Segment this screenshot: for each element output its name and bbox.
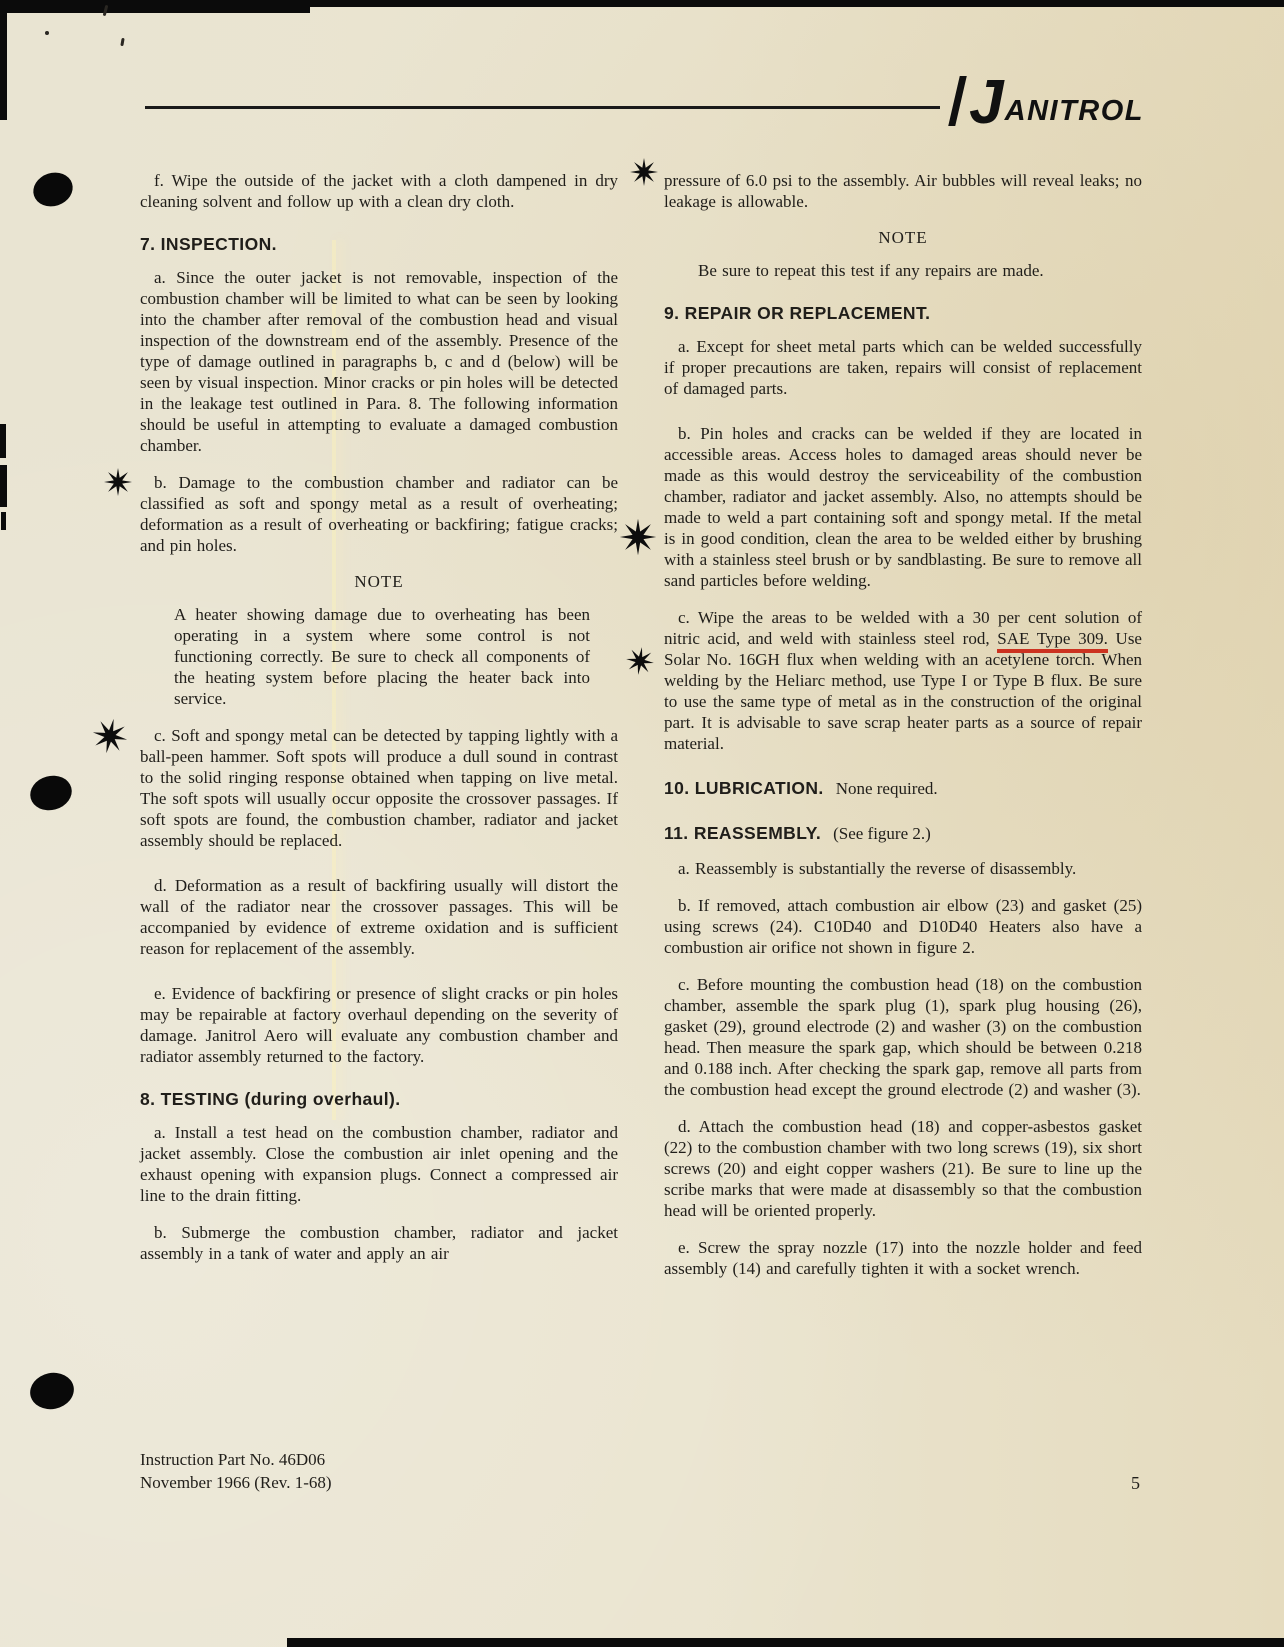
heading-9-repair: 9. REPAIR OR REPLACEMENT. [664, 303, 931, 323]
header-rule [145, 106, 940, 109]
scan-edge-left-mark [0, 465, 7, 507]
revision-asterisk-icon [104, 468, 132, 496]
logo-initial: J [969, 68, 1004, 137]
heading-8-testing: 8. TESTING (during overhaul). [140, 1089, 401, 1109]
para-9c-before: c. Wipe the areas to be welded with a 30 per cent solution of nitric acid, and weld with stainless steel rod, [664, 608, 1142, 648]
revision-date: November 1966 (Rev. 1-68) [140, 1473, 332, 1492]
para-9c [664, 607, 1142, 754]
para-11c: c. Before mounting the combustion head (18) on the combustion chamber, assemble the spark plug (1), spark plug housing (26), gasket (29), ground electrode (2) and washer (3) on the combustion head. Then measure the spark gap, which should be between 0.218 and 0.188 inch. After checking the spark gap, remove all parts from the combustion head except the ground electrode (2) and washer (3). [664, 975, 1142, 1099]
para-7a: a. Since the outer jacket is not removable, inspection of the combustion chamber will be limited to what can be seen by looking into the chamber after removal of the combustion head and visual inspection of the downstream end of the assembly. Presence of the type of damage outlined in paragraphs b, c and d (below) will be seen by visual inspection. Minor cracks or pin holes will be detected in the leakage test outlined in Para. 8. The following information should be useful in attempting to evaluate a damaged combustion chamber. [140, 268, 618, 455]
para-7d: d. Deformation as a result of backfiring usually will distort the wall of the radiator near the crossover passages. This will be accompanied by evidence of extreme oxidation and is sufficient reason for replacement of the assembly. [140, 876, 618, 958]
right-column [664, 170, 1142, 1295]
scan-edge-bottom [287, 1638, 1284, 1647]
page-body [140, 170, 1142, 1295]
revision-asterisk-icon [620, 519, 656, 555]
revision-asterisk-icon [624, 645, 656, 677]
para-7c-text: c. Soft and spongy metal can be detected by tapping lightly with a ball-peen hammer. Soft spots will produce a dull sound in contrast to the solid ringing response obtained when tapping on live metal. The soft spots will usually occur opposite the crossover passages. If soft spots are found, the combustion chamber, radiator and jacket assembly should be replaced. [140, 726, 618, 850]
para-11d: d. Attach the combustion head (18) and copper-asbestos gasket (22) to the combustion chamber with two long screws (19), six short screws (20) and eight copper washers (21). Be sure to line up the scribe marks that were made at disassembly so that the combustion head will be oriented properly. [664, 1117, 1142, 1220]
page-footer [140, 1448, 1140, 1494]
para-9c-after: Use Solar No. 16GH flux when welding with an acetylene torch. When welding by the Heliarc method, use Type I or Type B flux. Be sure to use the same type of metal as in the construction of the original part. It is advisable to save scrap heater parts as a source of repair material. [664, 629, 1142, 753]
logo-wordmark: ANITROL [1004, 95, 1144, 127]
left-column [140, 170, 618, 1295]
scan-speck [45, 31, 49, 35]
revision-asterisk-icon [89, 715, 131, 757]
para-11b: b. If removed, attach combustion air elbow (23) and gasket (25) using screws (24). C10D40 and D10D40 Heaters also have a combustion air orifice not shown in figure 2. [664, 896, 1142, 957]
revision-asterisk-icon [630, 158, 658, 186]
para-7e: e. Evidence of backfiring or presence of slight cracks or pin holes may be repairable at factory overhaul depending on the severity of damage. Janitrol Aero will evaluate any combustion chamber and radiator assembly returned to the factory. [140, 984, 618, 1066]
scan-edge-left [0, 0, 7, 120]
note-label: NOTE [354, 572, 404, 591]
heading-10-lubrication [664, 778, 1142, 799]
scan-speck [120, 38, 124, 46]
heading-11-label: 11. REASSEMBLY. [664, 823, 822, 843]
para-8a: a. Install a test head on the combustion chamber, radiator and jacket assembly. Close the combustion air inlet opening and the exhaust opening with expansion plugs. Connect a compressed air line to the drain fitting. [140, 1123, 618, 1205]
note-label: NOTE [878, 228, 928, 247]
para-8b: b. Submerge the combustion chamber, radiator and jacket assembly in a tank of water and apply an air [140, 1223, 618, 1263]
para-6f: f. Wipe the outside of the jacket with a cloth dampened in dry cleaning solvent and follow up with a clean dry cloth. [140, 171, 618, 211]
note-text: Be sure to repeat this test if any repairs are made. [698, 261, 1044, 280]
para-11e: e. Screw the spray nozzle (17) into the nozzle holder and feed assembly (14) and carefully tighten it with a socket wrench. [664, 1238, 1142, 1278]
para-9a: a. Except for sheet metal parts which can be welded successfully if proper precautions are taken, repairs will consist of replacement of damaged parts. [664, 337, 1142, 398]
punch-hole [26, 771, 75, 815]
page-header [145, 68, 1144, 137]
para-9b [664, 423, 1142, 591]
footer-imprint [140, 1448, 332, 1494]
scan-edge-top-left [0, 0, 310, 13]
heading-10-label: 10. LUBRICATION. [664, 778, 824, 798]
note-text: A heater showing damage due to overheating has been operating in a system where some control is not functioning correctly. Be sure to check all components of the heating system before placing the heater back into service. [174, 605, 590, 708]
instruction-part-no: Instruction Part No. 46D06 [140, 1450, 326, 1469]
heading-11-reassembly [664, 823, 1142, 844]
janitrol-logo [954, 68, 1144, 137]
heading-10-text: None required. [835, 779, 938, 798]
heading-11-text: (See figure 2.) [833, 824, 931, 843]
scan-edge-left-mark [1, 512, 6, 530]
punch-hole [27, 1369, 78, 1413]
para-7b-text: b. Damage to the combustion chamber and radiator can be classified as soft and spongy metal as a result of overheating; deformation as a result of overheating or backfiring; fatigue cracks; and pin holes. [140, 473, 618, 555]
para-8b-continued [664, 170, 1142, 212]
heading-7-inspection: 7. INSPECTION. [140, 234, 277, 254]
para-9b-text: b. Pin holes and cracks can be welded if they are located in accessible areas. Access holes to damaged areas should never be made as this would destroy the serviceability of the combustion chamber, radiator and jacket assembly. Also, no attempts should be made to weld a part containing soft and spongy metal. If the metal is in good condition, clean the area to be welded either by brushing with a stainless steel brush or by sandblasting. Be sure to remove all sand particles before welding. [664, 424, 1142, 590]
para-7c [140, 725, 618, 851]
logo-bar-icon [948, 76, 967, 126]
para-8b-continued-text: pressure of 6.0 psi to the assembly. Air bubbles will reveal leaks; no leakage is allowable. [664, 171, 1142, 211]
scan-edge-left-mark [0, 424, 6, 458]
punch-hole [29, 168, 77, 212]
para-7b [140, 472, 618, 556]
para-9c-text [664, 608, 1142, 753]
para-11a: a. Reassembly is substantially the reverse of disassembly. [678, 859, 1077, 878]
red-underlined-text: SAE Type 309. [997, 629, 1108, 653]
page-number: 5 [1131, 1473, 1140, 1493]
